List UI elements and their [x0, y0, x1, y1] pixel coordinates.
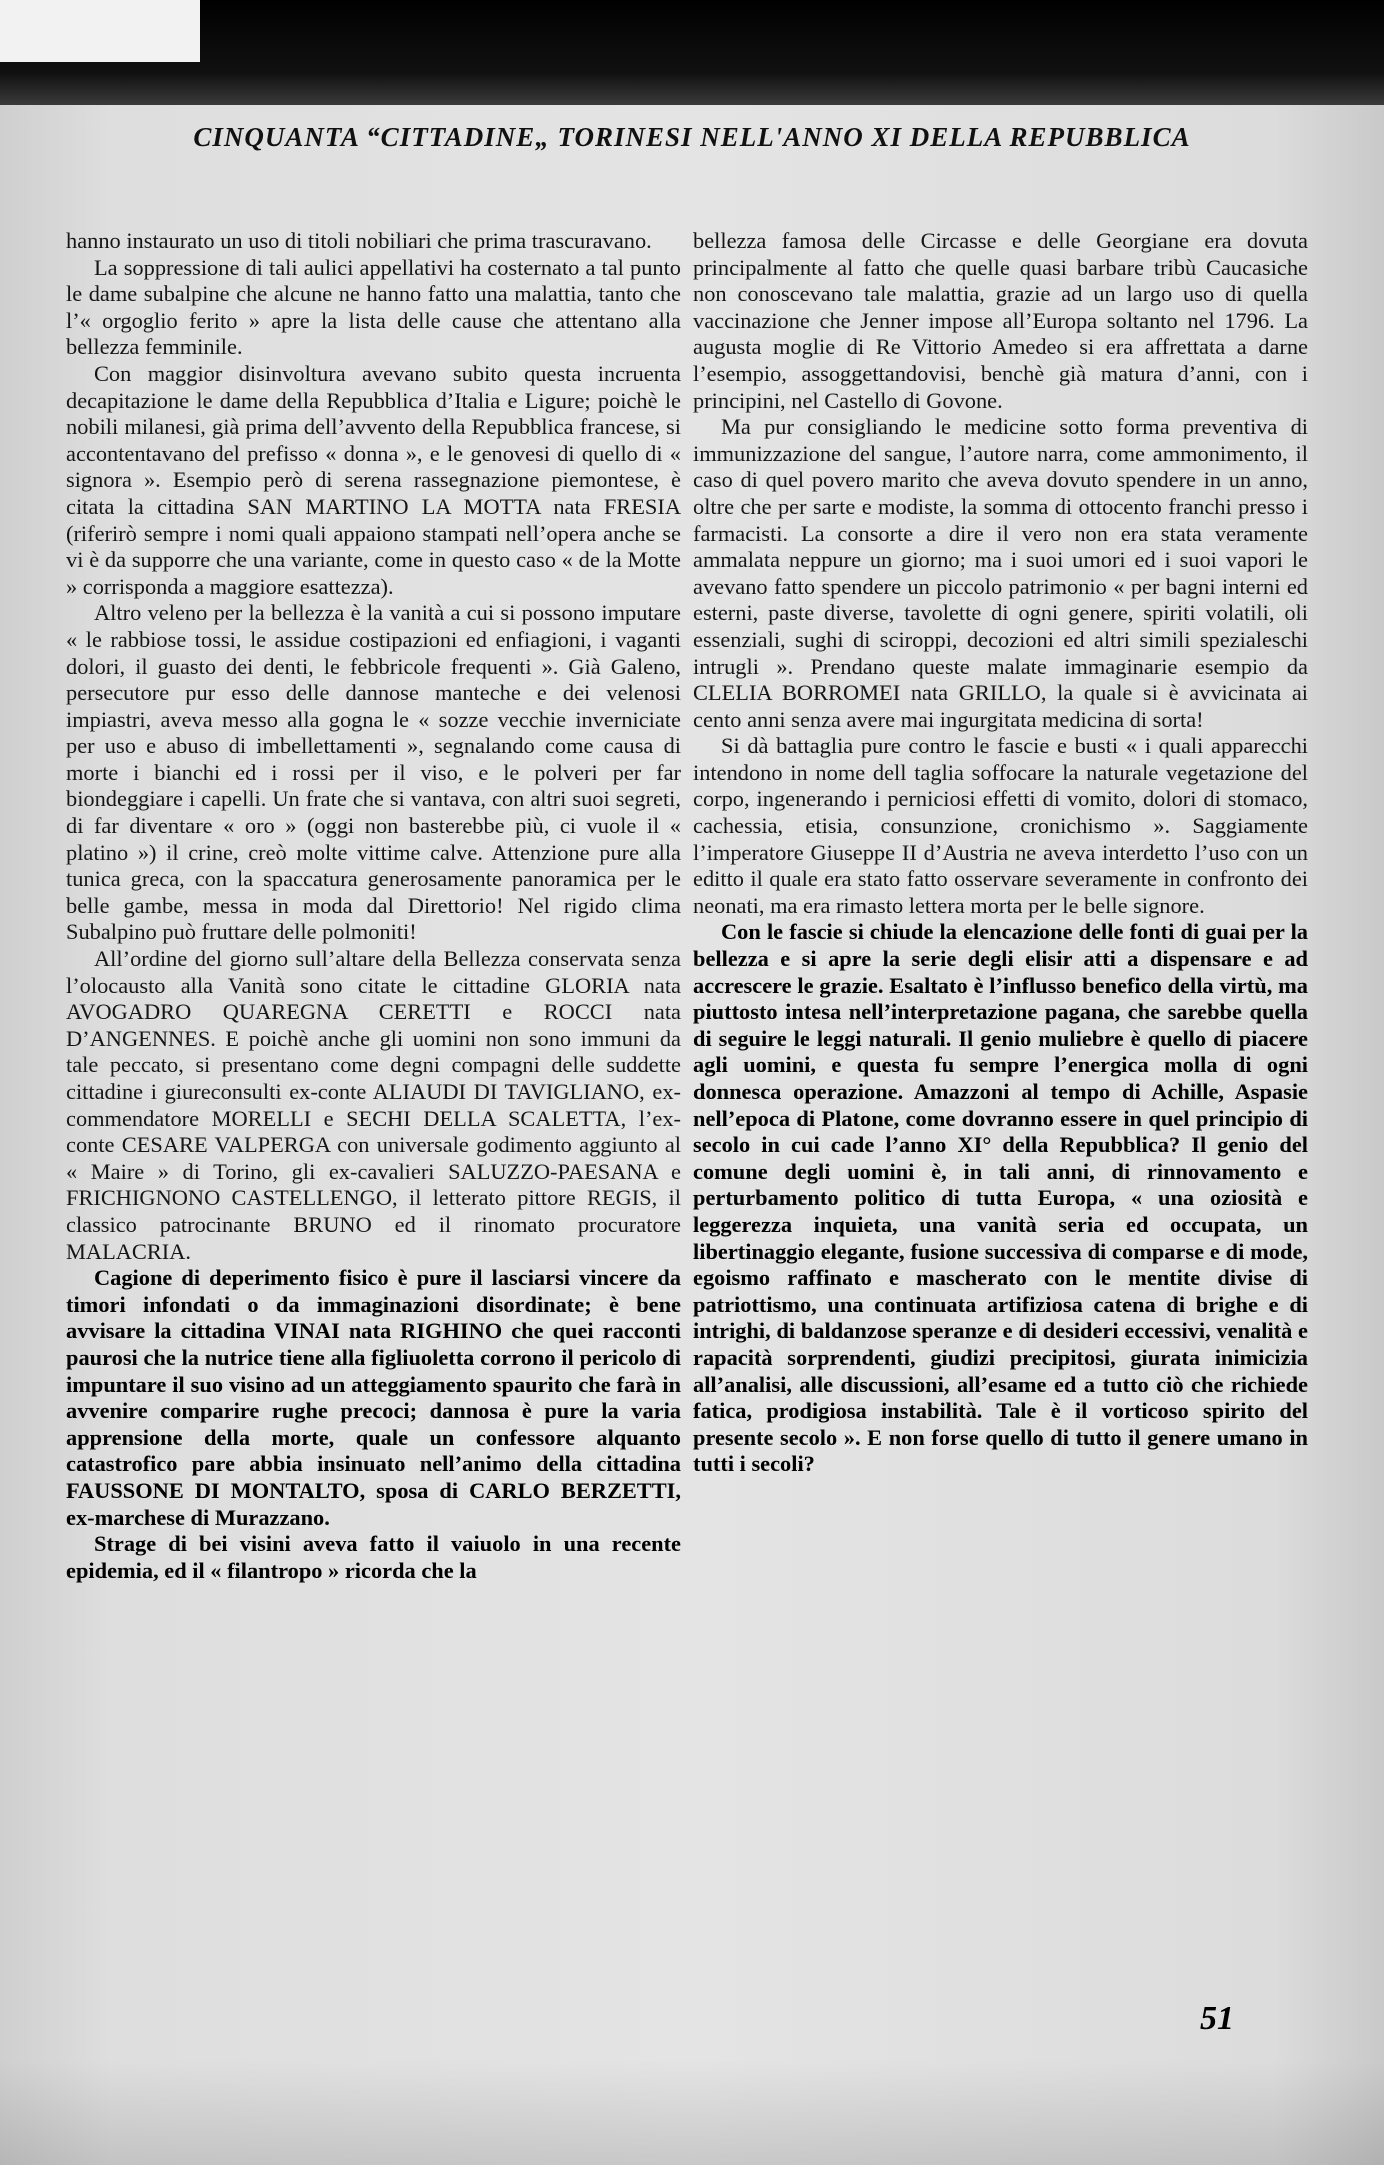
left-paragraph-6: Cagione di deperimento fisico è pure il lasciarsi vincere da timori infondati o da immaginazioni disordinate; è bene avvisare la cittadina VINAI nata RIGHINO che quei racconti paurosi che la nutrice tiene alla figliuoletta corrono il pericolo di impuntare il suo visino ad un atteggiamento spaurito che farà in avvenire comparire rughe precoci; dannosa è pure la varia apprensione della morte, quale un confessore alquanto catastrofico pare abbia insinuato nell’animo della cittadina FAUSSONE DI MONTALTO, sposa di CARLO BERZETTI, ex-marchese di Murazzano.: [66, 1265, 681, 1530]
right-paragraph-3: Si dà battaglia pure contro le fascie e busti « i quali apparecchi intendono in nome dell taglia soffocare la naturale vegetazione del corpo, ingenerando i perniciosi effetti di vomito, dolori di stomaco, cachessia, etisia, consunzione, cronichismo ». Saggiamente l’imperatore Giuseppe II d’Austria ne aveva interdetto l’uso con un editto il quale era stato fatto osservare severamente in confronto dei neonati, ma era rimasto lettera morta per le belle signore.: [693, 733, 1308, 918]
running-header: CINQUANTA “CITTADINE„ TORINESI NELL'ANNO XI DELLA REPUBBLICA: [193, 122, 1191, 152]
scan-top-border: [0, 0, 1384, 105]
scan-corner-label: [0, 0, 200, 62]
left-paragraph-1: hanno instaurato un uso di titoli nobiliari che prima trascuravano.: [66, 228, 652, 253]
left-paragraph-4: Altro veleno per la bellezza è la vanità a cui si possono imputare « le rabbiose tossi, le assidue costipazioni ed enfiagioni, i vaganti dolori, il guasto dei denti, le febbricole frequenti ». Già Galeno, persecutore pur esso delle dannose manteche e dei velenosi impiastri, aveva messo alla gogna le « sozze vecchie inverniciate per uso e abuso di imbellettamenti », segnalando come causa di morte i bianchi ed i rossi per il viso, e le polveri per far biondeggiare i capelli. Un frate che si vantava, con altri suoi segreti, di far diventare « oro » (oggi non basterebbe più, ci vuole il « platino ») il crine, creò molte vittime calve. Attenzione pure alla tunica greca, con la spaccatura generosamente panoramica per le belle gambe, messa in moda dal Direttorio! Nel rigido clima Subalpino può fruttare delle polmoniti!: [66, 600, 681, 945]
left-paragraph-5: All’ordine del giorno sull’altare della Bellezza conservata senza l’olocausto alla Vanità sono citate le cittadine GLORIA nata AVOGADRO QUAREGNA CERETTI e ROCCI nata D’ANGENNES. E poichè anche gli uomini non sono immuni da tale peccato, si presentano come degni compagni delle suddette cittadine i giureconsulti ex-conte ALIAUDI DI TAVIGLIANO, ex-commendatore MORELLI e SECHI DELLA SCALETTA, l’ex-conte CESARE VALPERGA con universale godimento aggiunto al « Maire » di Torino, gli ex-cavalieri SALUZZO-PAESANA e FRICHIGNONO CASTELLENGO, il letterato pittore REGIS, il classico patrocinante BRUNO ed il rinomato procuratore MALACRIA.: [66, 946, 681, 1264]
right-paragraph-2: Ma pur consigliando le medicine sotto forma preventiva di immunizzazione del sangue, l’autore narra, come ammonimento, il caso di quel povero marito che aveva dovuto spendere in un anno, oltre che per sarte e modiste, la somma di ottocento franchi presso i farmacisti. La consorte a dire il vero non era stata veramente ammalata neppure un giorno; ma i suoi umori ed i suoi vapori le avevano fatto spendere un piccolo patrimonio « per bagni interni ed esterni, paste diverse, tavolette di ogni genere, spiriti volatili, oli essenziali, sughi di sciroppi, decozioni ed altri simili spezialeschi intrugli ». Prendano queste malate immaginarie esempio da CLELIA BORROMEI nata GRILLO, la quale si è avvicinata ai cento anni senza avere mai ingurgitata medicina di sorta!: [693, 414, 1308, 732]
right-paragraph-4: Con le fascie si chiude la elencazione delle fonti di guai per la bellezza e si apre la serie degli elisir atti a dispensare e ad accrescere le grazie. Esaltato è l’influsso benefico della virtù, ma piuttosto intesa nell’interpretazione pagana, che sarebbe quella di seguire le leggi naturali. Il genio muliebre è quello di piacere agli uomini, e questa fu sempre l’energica molla di ogni donnesca operazione. Amazzoni al tempo di Achille, Aspasie nell’epoca di Platone, come dovranno essere in quel principio di secolo in cui cade l’anno XI° della Repubblica? Il genio del comune degli uomini è, in tali anni, di rinnovamento e perturbamento politico di tutta Europa, « una oziosità e leggerezza inquieta, una vanità seria ed occupata, un libertinaggio elegante, fusione successiva di comparse e di mode, egoismo raffinato e mascherato con le mentite divise di patriottismo, una continuata artifiziosa catena di brighe e di intrighi, di baldanzose speranze e di desideri eccessivi, venalità e rapacità sorprendenti, giudizi precipitosi, giurata inimicizia all’analisi, alle discussioni, all’esame ed a tutto ciò che richiede fatica, prodigiosa instabilità. Tale è il vorticoso spirito del presente secolo ». E non forse quello di tutto il genere umano in tutti i secoli?: [693, 919, 1308, 1477]
right-column: [693, 228, 1308, 1478]
left-paragraph-2: La soppressione di tali aulici appellativi ha costernato a tal punto le dame subalpine che alcune ne hanno fatto una malattia, tanto che l’« orgoglio ferito » apre la lista delle cause che attentano alla bellezza femminile.: [66, 254, 681, 360]
left-paragraph-7: Strage di bei visini aveva fatto il vaiuolo in una recente epidemia, ed il « filantropo » ricorda che la: [66, 1531, 681, 1583]
left-paragraph-3: Con maggior disinvoltura avevano subito questa incruenta decapitazione le dame della Repubblica d’Italia e Ligure; poichè le nobili milanesi, già prima dell’avvento della Repubblica francese, si accontentavano del prefisso « donna », e le genovesi di quello di « signora ». Esempio però di serena rassegnazione piemontese, è citata la cittadina SAN MARTINO LA MOTTA nata FRESIA (riferirò sempre i nomi quali appaiono stampati nell’opera anche se vi è da supporre che una variante, come in questo caso « de la Motte » corrisponda a maggiore esattezza).: [66, 360, 681, 599]
left-column: [66, 228, 681, 1584]
page-number: 51: [1200, 2000, 1234, 2037]
right-paragraph-1: bellezza famosa delle Circasse e delle Georgiane era dovuta principalmente al fatto che quelle quasi barbare tribù Caucasiche non conoscevano tale malattia, grazie ad un largo uso di quella vaccinazione che Jenner impose all’Europa soltanto nel 1796. La augusta moglie di Re Vittorio Amedeo si era affrettata a darne l’esempio, assoggettandovisi, benchè già matura d’anni, con i principini, nel Castello di Govone.: [693, 228, 1308, 413]
scan-bottom-shadow: [0, 2060, 1384, 2165]
